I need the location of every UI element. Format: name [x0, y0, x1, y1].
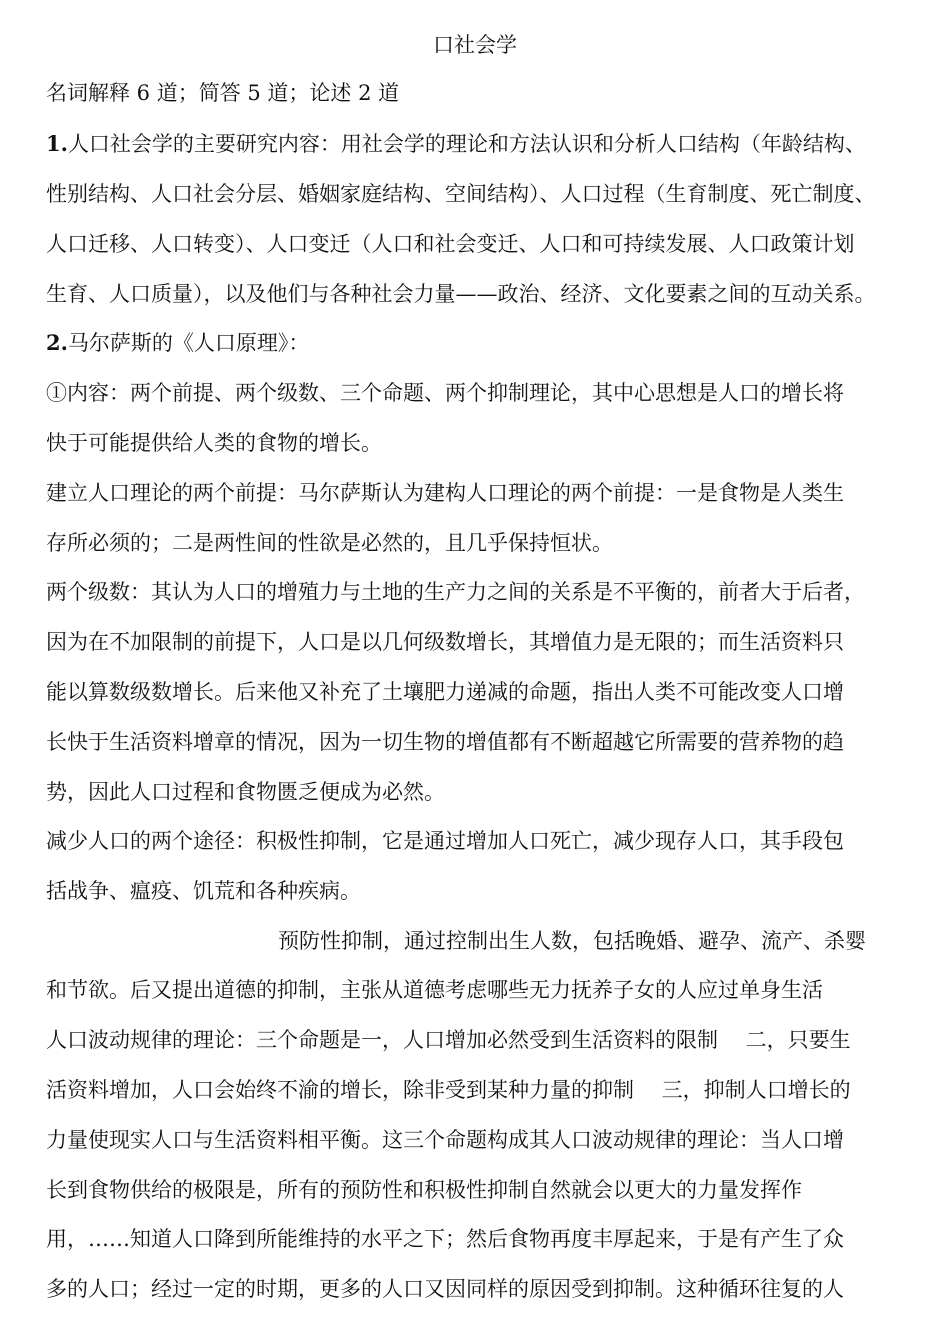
prevent-line-2: 和节欲。后又提出道德的抑制，主张从道德考虑哪些无力抚养子女的人应过单身生活 — [46, 978, 823, 1002]
section-2-heading — [46, 328, 309, 358]
series-line-5: 势，因此人口过程和食物匮乏便成为必然。 — [46, 780, 445, 804]
content-line-1: ①内容：两个前提、两个级数、三个命题、两个抑制理论，其中心思想是人口的增长将 — [46, 381, 844, 405]
section-2-number: 2. — [46, 330, 68, 355]
series-line-3: 能以算数级数增长。后来他又补充了土壤肥力递减的命题，指出人类不可能改变人口增 — [46, 680, 844, 704]
section-1-line-4: 生育、人口质量），以及他们与各种社会力量——政治、经济、文化要素之间的互动关系。 — [46, 282, 876, 306]
premise-line-1: 建立人口理论的两个前提：马尔萨斯认为建构人口理论的两个前提：一是食物是人类生 — [46, 481, 844, 505]
wave-line-5: 用，……知道人口降到所能维持的水平之下；然后食物再度丰厚起来，于是有产生了众 — [46, 1227, 844, 1251]
content-line-2: 快于可能提供给人类的食物的增长。 — [46, 431, 382, 455]
section-1-line-3: 人口迁移、人口转变）、人口变迁（人口和社会变迁、人口和可持续发展、人口政策计划 — [46, 232, 855, 256]
section-1-line-2: 性别结构、人口社会分层、婚姻家庭结构、空间结构）、人口过程（生育制度、死亡制度、 — [46, 182, 876, 206]
section-2-heading-text: 马尔萨斯的《人口原理》： — [67, 331, 310, 355]
page-title: 口社会学 — [433, 33, 517, 57]
wave-line-4: 长到食物供给的极限是，所有的预防性和积极性抑制自然就会以更大的力量发挥作 — [46, 1178, 802, 1202]
series-line-4: 长快于生活资料增章的情况，因为一切生物的增值都有不断超越它所需要的营养物的趋 — [46, 730, 844, 754]
series-line-1: 两个级数：其认为人口的增殖力与土地的生产力之间的关系是不平衡的，前者大于后者， — [46, 580, 865, 604]
wave-line-2: 活资料增加，人口会始终不渝的增长，除非受到某种力量的抑制 三，抑制人口增长的 — [46, 1078, 851, 1102]
wave-line-6: 多的人口；经过一定的时期，更多的人口又因同样的原因受到抑制。这种循环往复的人 — [46, 1277, 844, 1301]
premise-line-2: 存所必须的；二是两性间的性欲是必然的，且几乎保持恒状。 — [46, 531, 613, 555]
reduce-line-1: 减少人口的两个途径：积极性抑制，它是通过增加人口死亡，减少现存人口，其手段包 — [46, 829, 844, 853]
section-1-number: 1. — [46, 131, 68, 156]
exam-format-line: 名词解释 6 道；简答 5 道；论述 2 道 — [46, 81, 400, 105]
section-1-text: 人口社会学的主要研究内容：用社会学的理论和方法认识和分析人口结构（年龄结构、 — [67, 132, 866, 156]
section-1-line-1 — [46, 129, 866, 159]
wave-line-3: 力量使现实人口与生活资料相平衡。这三个命题构成其人口波动规律的理论：当人口增 — [46, 1128, 844, 1152]
wave-line-1: 人口波动规律的理论：三个命题是一，人口增加必然受到生活资料的限制 二，只要生 — [46, 1028, 851, 1052]
series-line-2: 因为在不加限制的前提下，人口是以几何级数增长，其增值力是无限的；而生活资料只 — [46, 630, 844, 654]
prevent-line-1: 预防性抑制，通过控制出生人数，包括晚婚、避孕、流产、杀婴 — [278, 929, 866, 953]
reduce-line-2: 括战争、瘟疫、饥荒和各种疾病。 — [46, 879, 361, 903]
